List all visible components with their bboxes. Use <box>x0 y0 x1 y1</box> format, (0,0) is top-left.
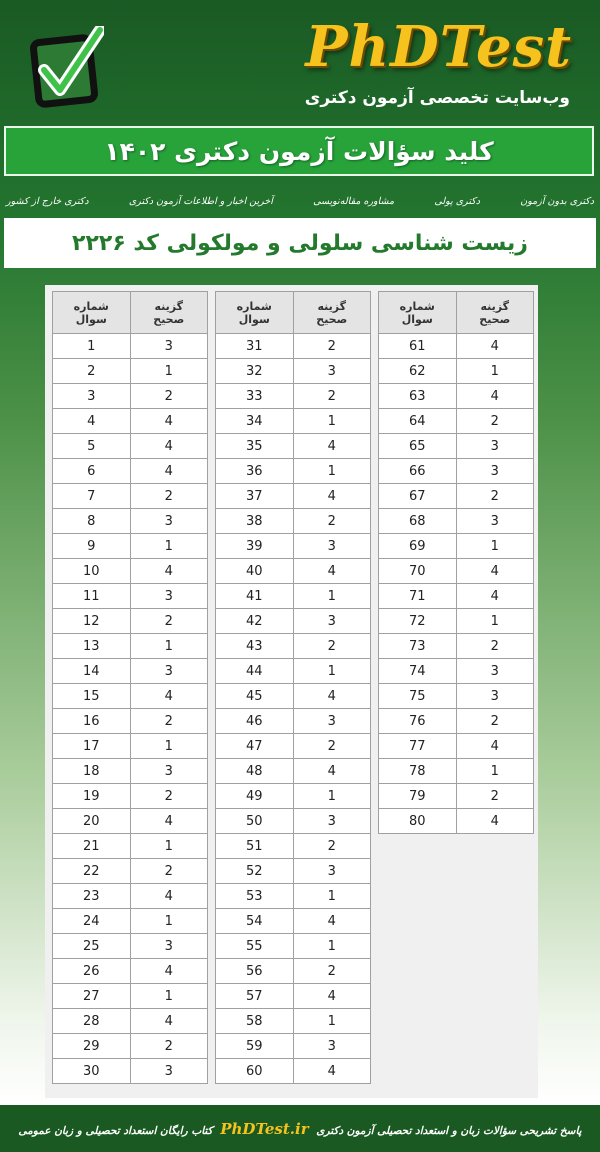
question-number-cell: 4 <box>53 409 131 434</box>
question-number-cell: 18 <box>53 759 131 784</box>
correct-answer-cell: 2 <box>293 384 370 409</box>
table-row <box>216 534 371 559</box>
question-number-cell: 52 <box>216 859 294 884</box>
question-number-cell: 44 <box>216 659 294 684</box>
question-number-cell: 3 <box>53 384 131 409</box>
correct-answer-cell: 4 <box>456 334 533 359</box>
table-row <box>53 784 208 809</box>
table-row <box>53 684 208 709</box>
table-row <box>53 334 208 359</box>
question-number-cell: 43 <box>216 634 294 659</box>
question-number-cell: 10 <box>53 559 131 584</box>
question-number-cell: 55 <box>216 934 294 959</box>
table-row <box>53 484 208 509</box>
correct-answer-cell: 4 <box>293 434 370 459</box>
table-row <box>216 884 371 909</box>
table-row <box>379 809 534 834</box>
table-row <box>216 784 371 809</box>
table-row <box>53 959 208 984</box>
footer-site-link[interactable]: PhDTest.ir <box>220 1119 309 1138</box>
question-number-cell: 64 <box>379 409 457 434</box>
question-number-cell: 21 <box>53 834 131 859</box>
correct-answer-cell: 1 <box>293 409 370 434</box>
table-row <box>216 684 371 709</box>
table-row <box>379 334 534 359</box>
question-number-cell: 63 <box>379 384 457 409</box>
table-row <box>53 459 208 484</box>
nav-link-paid-phd[interactable]: دکتری پولی <box>434 195 481 207</box>
question-number-cell: 28 <box>53 1009 131 1034</box>
table-row <box>216 734 371 759</box>
correct-answer-cell: 4 <box>456 384 533 409</box>
table-row <box>379 559 534 584</box>
table-row <box>53 534 208 559</box>
table-row <box>216 809 371 834</box>
table-row <box>216 334 371 359</box>
question-number-cell: 36 <box>216 459 294 484</box>
question-number-cell: 13 <box>53 634 131 659</box>
header-correct-answer <box>293 292 370 334</box>
question-number-cell: 79 <box>379 784 457 809</box>
table-row <box>216 559 371 584</box>
table-row <box>379 784 534 809</box>
table-row <box>53 1059 208 1084</box>
correct-answer-cell: 2 <box>130 1034 207 1059</box>
correct-answer-cell: 4 <box>293 559 370 584</box>
question-number-cell: 75 <box>379 684 457 709</box>
header-question-line1: شماره <box>236 299 272 313</box>
header-answer-line2: صحیح <box>153 312 185 326</box>
correct-answer-cell: 2 <box>130 784 207 809</box>
question-number-cell: 47 <box>216 734 294 759</box>
table-row <box>53 659 208 684</box>
question-number-cell: 68 <box>379 509 457 534</box>
question-number-cell: 33 <box>216 384 294 409</box>
header-question-number <box>216 292 294 334</box>
correct-answer-cell: 3 <box>130 759 207 784</box>
header-question-line2: سوال <box>75 312 107 326</box>
correct-answer-cell: 2 <box>130 384 207 409</box>
table-row <box>53 734 208 759</box>
table-row <box>379 484 534 509</box>
table-row <box>216 909 371 934</box>
correct-answer-cell: 3 <box>293 534 370 559</box>
table-row <box>379 634 534 659</box>
table-row <box>216 459 371 484</box>
brand-logo-text[interactable]: PhDTest <box>305 14 572 80</box>
question-number-cell: 22 <box>53 859 131 884</box>
correct-answer-cell: 4 <box>293 984 370 1009</box>
question-number-cell: 62 <box>379 359 457 384</box>
footer-text-part2: کتاب رایگان استعداد تحصیلی و زبان عمومی <box>18 1124 213 1137</box>
correct-answer-cell: 1 <box>456 359 533 384</box>
correct-answer-cell: 3 <box>130 1059 207 1084</box>
table-row <box>53 634 208 659</box>
question-number-cell: 74 <box>379 659 457 684</box>
correct-answer-cell: 4 <box>130 684 207 709</box>
question-number-cell: 69 <box>379 534 457 559</box>
nav-link-article-consulting[interactable]: مشاوره مقاله‌نویسی <box>313 195 395 207</box>
table-row <box>216 359 371 384</box>
question-number-cell: 24 <box>53 909 131 934</box>
question-number-cell: 76 <box>379 709 457 734</box>
table-row <box>53 984 208 1009</box>
subject-banner <box>4 218 596 268</box>
question-number-cell: 51 <box>216 834 294 859</box>
table-row <box>53 384 208 409</box>
correct-answer-cell: 1 <box>293 934 370 959</box>
question-number-cell: 59 <box>216 1034 294 1059</box>
question-number-cell: 45 <box>216 684 294 709</box>
question-number-cell: 14 <box>53 659 131 684</box>
correct-answer-cell: 1 <box>130 984 207 1009</box>
table-row <box>216 959 371 984</box>
table-row <box>216 984 371 1009</box>
question-number-cell: 60 <box>216 1059 294 1084</box>
correct-answer-cell: 4 <box>456 734 533 759</box>
table-row <box>379 509 534 534</box>
correct-answer-cell: 3 <box>293 1034 370 1059</box>
question-number-cell: 40 <box>216 559 294 584</box>
question-number-cell: 15 <box>53 684 131 709</box>
table-row <box>53 509 208 534</box>
question-number-cell: 46 <box>216 709 294 734</box>
header-question-number <box>53 292 131 334</box>
question-number-cell: 29 <box>53 1034 131 1059</box>
question-number-cell: 54 <box>216 909 294 934</box>
correct-answer-cell: 1 <box>130 534 207 559</box>
correct-answer-cell: 4 <box>293 484 370 509</box>
checkmark-box-icon <box>30 26 104 110</box>
correct-answer-cell: 2 <box>456 709 533 734</box>
answer-table-3 <box>378 291 534 834</box>
question-number-cell: 38 <box>216 509 294 534</box>
correct-answer-cell: 4 <box>456 809 533 834</box>
table-row <box>53 434 208 459</box>
correct-answer-cell: 3 <box>130 334 207 359</box>
question-number-cell: 27 <box>53 984 131 1009</box>
table-row <box>216 834 371 859</box>
correct-answer-cell: 2 <box>456 484 533 509</box>
question-number-cell: 56 <box>216 959 294 984</box>
table-row <box>53 759 208 784</box>
correct-answer-cell: 4 <box>456 584 533 609</box>
footer-text-part1: پاسخ تشریحی سؤالات زبان و استعداد تحصیلی آزمون دکتری <box>316 1124 582 1137</box>
correct-answer-cell: 2 <box>293 959 370 984</box>
question-number-cell: 77 <box>379 734 457 759</box>
table-row <box>216 709 371 734</box>
table-row <box>216 384 371 409</box>
question-number-cell: 16 <box>53 709 131 734</box>
correct-answer-cell: 2 <box>293 734 370 759</box>
table-row <box>379 384 534 409</box>
answer-key-panel <box>45 285 538 1098</box>
correct-answer-cell: 2 <box>293 634 370 659</box>
question-number-cell: 8 <box>53 509 131 534</box>
correct-answer-cell: 4 <box>293 1059 370 1084</box>
answer-table-1 <box>52 291 208 1084</box>
site-header <box>0 0 600 125</box>
question-number-cell: 23 <box>53 884 131 909</box>
correct-answer-cell: 1 <box>456 609 533 634</box>
correct-answer-cell: 1 <box>130 909 207 934</box>
table-row <box>53 409 208 434</box>
question-number-cell: 9 <box>53 534 131 559</box>
question-number-cell: 7 <box>53 484 131 509</box>
question-number-cell: 50 <box>216 809 294 834</box>
table-header-row <box>53 292 208 334</box>
nav-link-phd-abroad[interactable]: دکتری خارج از کشور <box>6 195 89 207</box>
correct-answer-cell: 1 <box>130 359 207 384</box>
question-number-cell: 42 <box>216 609 294 634</box>
correct-answer-cell: 3 <box>293 809 370 834</box>
correct-answer-cell: 3 <box>293 609 370 634</box>
correct-answer-cell: 3 <box>130 584 207 609</box>
correct-answer-cell: 1 <box>293 884 370 909</box>
table-row <box>216 859 371 884</box>
correct-answer-cell: 1 <box>130 634 207 659</box>
question-number-cell: 30 <box>53 1059 131 1084</box>
question-number-cell: 57 <box>216 984 294 1009</box>
correct-answer-cell: 3 <box>130 934 207 959</box>
question-number-cell: 65 <box>379 434 457 459</box>
table-row <box>216 584 371 609</box>
header-question-line2: سوال <box>238 312 270 326</box>
correct-answer-cell: 1 <box>293 459 370 484</box>
correct-answer-cell: 1 <box>293 784 370 809</box>
question-number-cell: 67 <box>379 484 457 509</box>
table-row <box>53 709 208 734</box>
correct-answer-cell: 1 <box>293 1009 370 1034</box>
question-number-cell: 72 <box>379 609 457 634</box>
table-row <box>53 359 208 384</box>
table-row <box>53 609 208 634</box>
table-row <box>379 684 534 709</box>
table-row <box>53 1009 208 1034</box>
correct-answer-cell: 2 <box>293 509 370 534</box>
question-number-cell: 2 <box>53 359 131 384</box>
question-number-cell: 71 <box>379 584 457 609</box>
table-row <box>379 359 534 384</box>
subject-title: زیست شناسی سلولی و مولکولی کد ۲۲۲۶ <box>72 230 528 256</box>
correct-answer-cell: 2 <box>456 784 533 809</box>
correct-answer-cell: 3 <box>456 659 533 684</box>
table-row <box>379 734 534 759</box>
question-number-cell: 53 <box>216 884 294 909</box>
question-number-cell: 20 <box>53 809 131 834</box>
question-number-cell: 80 <box>379 809 457 834</box>
header-question-line1: شماره <box>73 299 109 313</box>
header-correct-answer <box>130 292 207 334</box>
correct-answer-cell: 1 <box>130 834 207 859</box>
correct-answer-cell: 3 <box>130 659 207 684</box>
correct-answer-cell: 2 <box>130 484 207 509</box>
table-row <box>216 1009 371 1034</box>
question-number-cell: 6 <box>53 459 131 484</box>
correct-answer-cell: 3 <box>456 434 533 459</box>
table-row <box>216 609 371 634</box>
table-row <box>53 584 208 609</box>
nav-bar <box>0 186 600 216</box>
correct-answer-cell: 2 <box>130 709 207 734</box>
correct-answer-cell: 2 <box>456 634 533 659</box>
header-question-number <box>379 292 457 334</box>
correct-answer-cell: 3 <box>293 359 370 384</box>
question-number-cell: 5 <box>53 434 131 459</box>
question-number-cell: 73 <box>379 634 457 659</box>
table-header-row <box>379 292 534 334</box>
correct-answer-cell: 3 <box>456 684 533 709</box>
table-row <box>53 1034 208 1059</box>
question-number-cell: 48 <box>216 759 294 784</box>
correct-answer-cell: 2 <box>293 334 370 359</box>
table-row <box>379 709 534 734</box>
question-number-cell: 66 <box>379 459 457 484</box>
table-row <box>379 434 534 459</box>
header-correct-answer <box>456 292 533 334</box>
question-number-cell: 31 <box>216 334 294 359</box>
correct-answer-cell: 4 <box>130 409 207 434</box>
table-row <box>53 909 208 934</box>
table-row <box>216 934 371 959</box>
correct-answer-cell: 1 <box>293 659 370 684</box>
page-title-bar <box>4 126 594 176</box>
table-row <box>379 659 534 684</box>
header-answer-line2: صحیح <box>479 312 511 326</box>
question-number-cell: 49 <box>216 784 294 809</box>
question-number-cell: 32 <box>216 359 294 384</box>
table-row <box>53 834 208 859</box>
correct-answer-cell: 1 <box>456 534 533 559</box>
question-number-cell: 12 <box>53 609 131 634</box>
correct-answer-cell: 1 <box>293 584 370 609</box>
header-question-line2: سوال <box>401 312 433 326</box>
table-row <box>216 1059 371 1084</box>
question-number-cell: 25 <box>53 934 131 959</box>
nav-link-no-exam-phd[interactable]: دکتری بدون آزمون <box>520 195 594 207</box>
correct-answer-cell: 2 <box>293 834 370 859</box>
correct-answer-cell: 3 <box>456 509 533 534</box>
header-answer-line1: گزینه <box>480 299 510 313</box>
table-row <box>53 559 208 584</box>
correct-answer-cell: 3 <box>456 459 533 484</box>
correct-answer-cell: 4 <box>130 884 207 909</box>
question-number-cell: 19 <box>53 784 131 809</box>
correct-answer-cell: 3 <box>293 859 370 884</box>
correct-answer-cell: 3 <box>293 709 370 734</box>
table-row <box>216 409 371 434</box>
table-header-row <box>216 292 371 334</box>
table-row <box>216 1034 371 1059</box>
question-number-cell: 35 <box>216 434 294 459</box>
correct-answer-cell: 4 <box>130 434 207 459</box>
correct-answer-cell: 4 <box>293 759 370 784</box>
correct-answer-cell: 4 <box>130 559 207 584</box>
correct-answer-cell: 4 <box>456 559 533 584</box>
correct-answer-cell: 4 <box>293 909 370 934</box>
correct-answer-cell: 2 <box>456 409 533 434</box>
correct-answer-cell: 4 <box>130 459 207 484</box>
header-answer-line1: گزینه <box>154 299 184 313</box>
nav-link-latest-news[interactable]: آخرین اخبار و اطلاعات آزمون دکتری <box>128 195 273 207</box>
header-question-line1: شماره <box>399 299 435 313</box>
question-number-cell: 37 <box>216 484 294 509</box>
table-row <box>216 434 371 459</box>
table-row <box>379 584 534 609</box>
table-row <box>379 609 534 634</box>
question-number-cell: 70 <box>379 559 457 584</box>
question-number-cell: 58 <box>216 1009 294 1034</box>
correct-answer-cell: 4 <box>293 684 370 709</box>
question-number-cell: 26 <box>53 959 131 984</box>
table-row <box>379 459 534 484</box>
table-row <box>216 634 371 659</box>
correct-answer-cell: 4 <box>130 1009 207 1034</box>
table-row <box>379 534 534 559</box>
page-title: کلید سؤالات آزمون دکتری ۱۴۰۲ <box>104 136 494 166</box>
table-row <box>379 409 534 434</box>
site-tagline: وب‌سایت تخصصی آزمون دکتری <box>304 88 570 108</box>
correct-answer-cell: 4 <box>130 959 207 984</box>
footer-text <box>18 1120 581 1138</box>
question-number-cell: 11 <box>53 584 131 609</box>
footer-banner <box>0 1105 600 1152</box>
question-number-cell: 17 <box>53 734 131 759</box>
table-row <box>216 484 371 509</box>
table-row <box>53 859 208 884</box>
question-number-cell: 41 <box>216 584 294 609</box>
table-row <box>216 659 371 684</box>
table-row <box>53 934 208 959</box>
correct-answer-cell: 3 <box>130 509 207 534</box>
table-row <box>216 759 371 784</box>
table-row <box>216 509 371 534</box>
correct-answer-cell: 1 <box>130 734 207 759</box>
table-row <box>379 759 534 784</box>
answer-table-2 <box>215 291 371 1084</box>
correct-answer-cell: 2 <box>130 859 207 884</box>
table-row <box>53 809 208 834</box>
question-number-cell: 39 <box>216 534 294 559</box>
correct-answer-cell: 2 <box>130 609 207 634</box>
correct-answer-cell: 4 <box>130 809 207 834</box>
question-number-cell: 61 <box>379 334 457 359</box>
question-number-cell: 78 <box>379 759 457 784</box>
header-answer-line2: صحیح <box>316 312 348 326</box>
question-number-cell: 34 <box>216 409 294 434</box>
question-number-cell: 1 <box>53 334 131 359</box>
header-answer-line1: گزینه <box>317 299 347 313</box>
table-row <box>53 884 208 909</box>
correct-answer-cell: 1 <box>456 759 533 784</box>
